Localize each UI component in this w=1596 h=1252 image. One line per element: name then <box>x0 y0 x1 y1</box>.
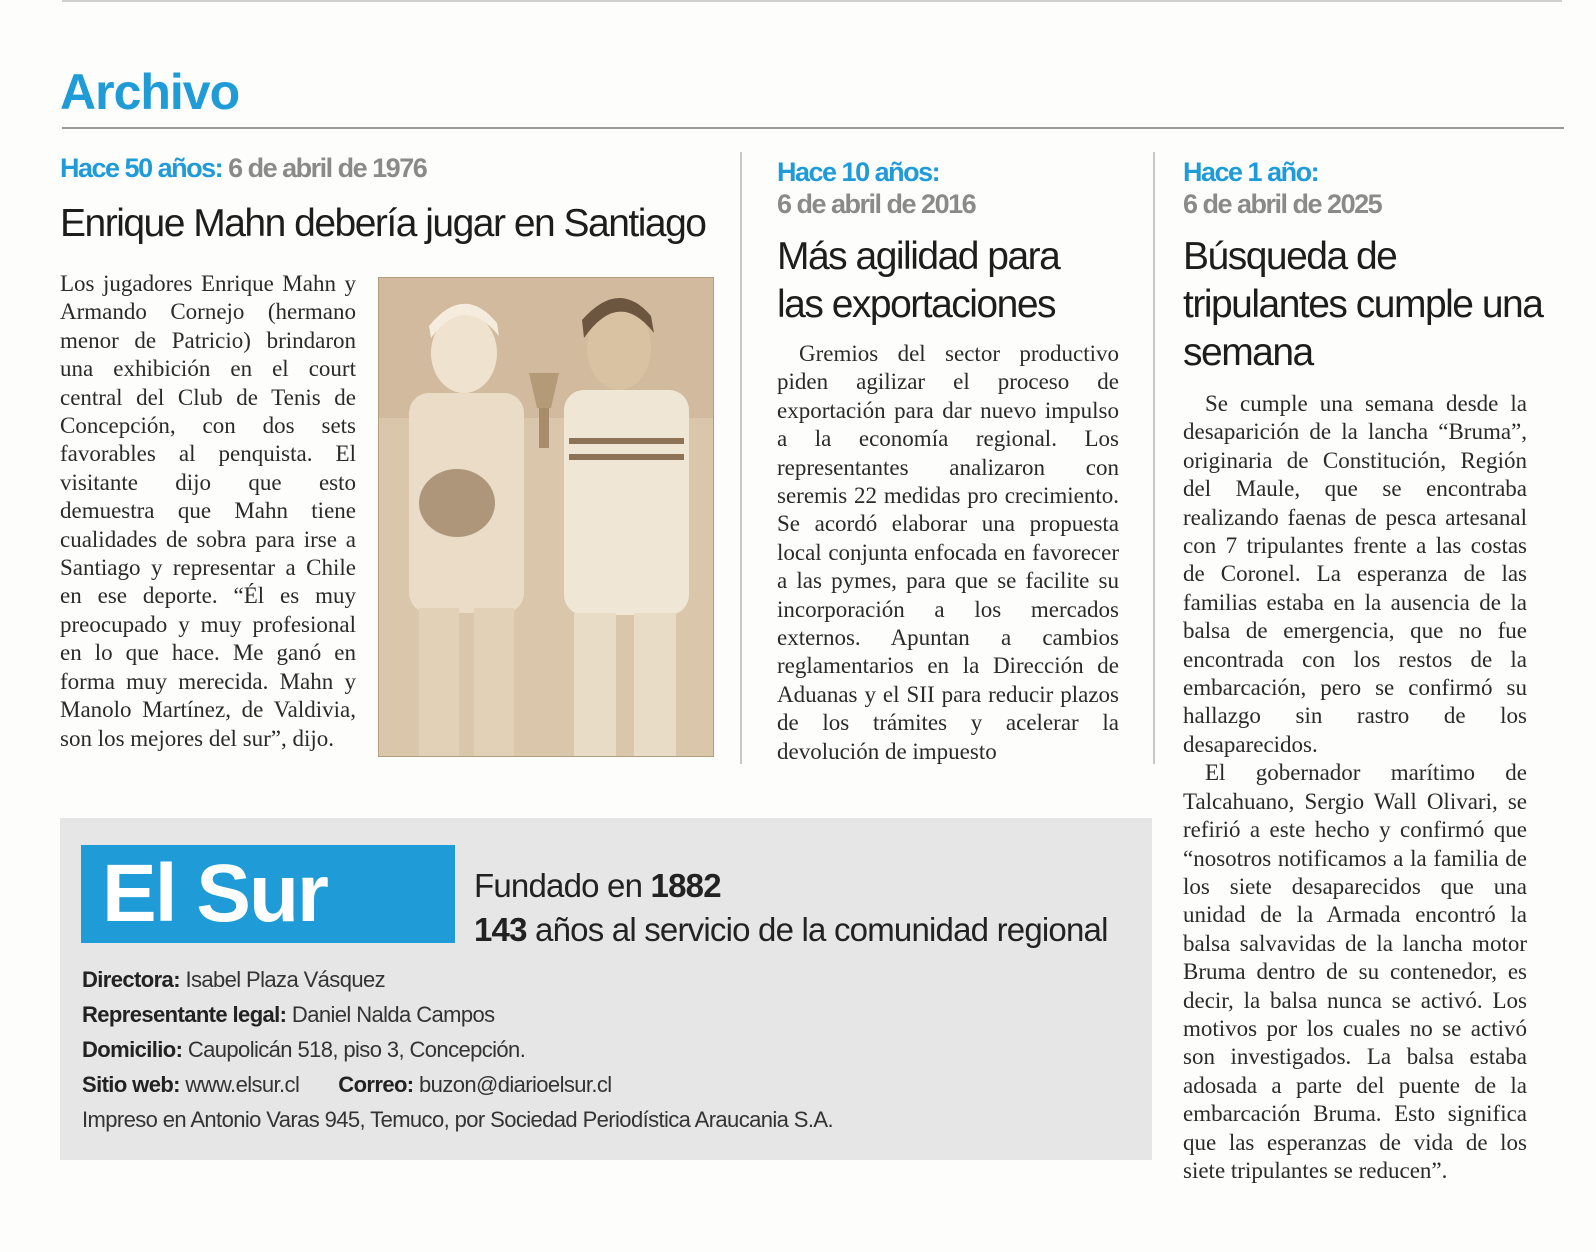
col1-kicker-label: Hace 50 años: <box>60 153 223 183</box>
col3-body-paragraph-1: Se cumple una semana desde la desaparición de la lancha “Bruma”, originaria de Constitución, Región del Maule, que se encontraba realizando faenas de pesca artesanal con 7 tripulantes frente a las costas de Coronel. La esperanza de las familias estaba en la ausencia de la balsa de emergencia, que no fue encontrada con los restos de la embarcación, pero se confirmó su hallazgo sin rastro de los desaparecidos. <box>1183 391 1527 757</box>
founded-year: 1882 <box>650 867 721 904</box>
years-count: 143 <box>474 911 527 948</box>
col2-kicker-label-text: Hace 10 años: <box>777 157 940 187</box>
sitio-value[interactable]: www.elsur.cl <box>185 1072 300 1097</box>
col1-headline: Enrique Mahn debería jugar en Santiago <box>60 202 706 245</box>
col3-headline: Búsqueda de tripulantes cumple una semana <box>1183 235 1543 374</box>
impreso-line: Impreso en Antonio Varas 945, Temuco, por Sociedad Periodística Araucania S.A. <box>82 1107 833 1132</box>
domicilio-line <box>82 1034 525 1066</box>
archive-photo-illustration <box>379 278 713 756</box>
representante-line <box>82 999 495 1031</box>
column-divider-1 <box>740 152 742 764</box>
years-service-line <box>474 908 1108 952</box>
representante-value: Daniel Nalda Campos <box>291 1002 495 1027</box>
column-divider-2 <box>1153 152 1155 764</box>
correo-value[interactable]: buzon@diarioelsur.cl <box>419 1072 612 1097</box>
col3-body <box>1183 390 1527 1185</box>
directora-value: Isabel Plaza Vásquez <box>185 967 386 992</box>
directora-label: Directora: <box>82 967 180 992</box>
correo-label: Correo: <box>338 1072 414 1097</box>
col2-kicker-label <box>777 156 939 188</box>
col1-kicker-date: 6 de abril de 1976 <box>228 153 427 183</box>
sitio-line <box>82 1069 612 1101</box>
col3-body-paragraph-2: El gobernador marítimo de Talcahuano, Sergio Wall Olivari, se refirió a este hecho y confirmó que “nosotros notificamos a la familia de los siete desaparecidos que una unidad de la Armada encontró la balsa salvavidas de la lancha motor Bruma dentro de su contenedor, es decir, la balsa nunca se activó. Los motivos por los cuales no se activó son investigados. La balsa estaba adosada a parte del puente de la embarcación Bruma. Esto significa que las esperanzas de vida de los siete tripulantes se reducen”. <box>1183 760 1527 1183</box>
founded-line <box>474 864 721 908</box>
col1-body: Los jugadores Enrique Mahn y Armando Cornejo (hermano menor de Patricio) brindaron una exhibición en el court central del Club de Tenis de Concepción, con dos sets favorables al penquista. El visitante dijo que esto demuestra que Mahn tiene cualidades de sobra para irse a Santiago y representar a Chile en ese deporte. “Él es muy preocupado y muy profesional en lo que hace. Me ganó en forma muy merecida. Mahn y Manolo Martínez, de Valdivia, son los mejores del sur”, dijo. <box>60 271 356 751</box>
representante-label: Representante legal: <box>82 1002 287 1027</box>
col2-kicker-date <box>777 188 975 220</box>
sitio-label: Sitio web: <box>82 1072 180 1097</box>
directora-line <box>82 964 385 996</box>
top-rule <box>62 0 1562 2</box>
col3-kicker-label-text: Hace 1 año: <box>1183 157 1319 187</box>
section-title: Archivo <box>60 64 240 120</box>
archive-photo <box>378 277 714 757</box>
el-sur-logo: El Sur <box>102 848 327 939</box>
col3-kicker-date-text: 6 de abril de 2025 <box>1183 189 1382 219</box>
section-rule <box>62 127 1564 129</box>
col2-headline: Más agilidad para las exportaciones <box>777 235 1060 326</box>
years-suffix: años al servicio de la comunidad regional <box>535 911 1108 948</box>
col2-body: Gremios del sector productivo piden agilizar el proceso de exportación para dar nuevo impulso a la economía regional. Los representantes analizaron con seremis 22 medidas pro crecimiento. Se acordó elaborar una propuesta local conjunta enfocada en favorecer a las pymes, para que se facilite su incorporación a los mercados externos. Apuntan a cambios reglamentarios en la Dirección de Aduanas y el SII para reducir plazos de los trámites y acelerar la devolución de impuesto <box>777 341 1119 764</box>
col2-kicker-date-text: 6 de abril de 2016 <box>777 189 976 219</box>
col3-kicker-label <box>1183 156 1318 188</box>
col3-kicker-date <box>1183 188 1381 220</box>
domicilio-value: Caupolicán 518, piso 3, Concepción. <box>187 1037 526 1062</box>
founded-prefix: Fundado en <box>474 867 643 904</box>
domicilio-label: Domicilio: <box>82 1037 183 1062</box>
col1-kicker <box>60 152 426 184</box>
